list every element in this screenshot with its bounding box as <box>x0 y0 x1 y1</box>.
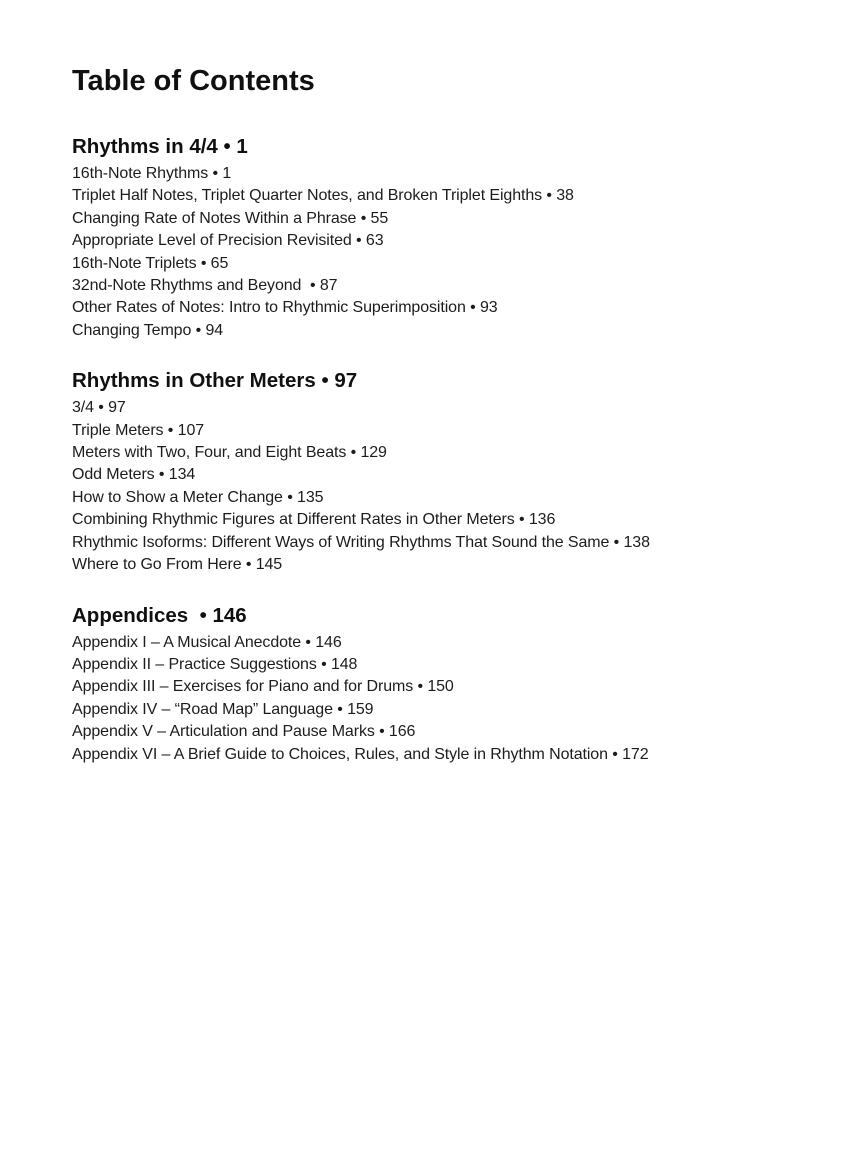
toc-entry: Rhythmic Isoforms: Different Ways of Writing Rhythms That Sound the Same • 138 <box>72 533 650 551</box>
toc-entry: 16th-Note Rhythms • 1 <box>72 165 232 182</box>
toc-entry: Other Rates of Notes: Intro to Rhythmic Superimposition • 93 <box>72 299 498 317</box>
page-title: Table of Contents <box>72 65 315 97</box>
section-appendices <box>72 603 792 766</box>
toc-entry: Combining Rhythmic Figures at Different Rates in Other Meters • 136 <box>72 511 556 529</box>
toc-entry: Appendix V – Articulation and Pause Marks • 166 <box>72 723 416 741</box>
toc-entry: Changing Rate of Notes Within a Phrase • 55 <box>72 209 389 227</box>
toc-entry: Appendix IV – “Road Map” Language • 159 <box>72 700 374 718</box>
toc-entry: Meters with Two, Four, and Eight Beats • 129 <box>72 444 387 462</box>
toc-entry: Where to Go From Here • 145 <box>72 556 283 574</box>
section-heading-rhythms-in-4-4: Rhythms in 4/4 • 1 <box>72 135 248 158</box>
toc-entry: How to Show a Meter Change • 135 <box>72 488 324 506</box>
toc-entry: 32nd-Note Rhythms and Beyond • 87 <box>72 277 338 295</box>
toc-entry: Changing Tempo • 94 <box>72 321 224 339</box>
toc-entry: Appendix II – Practice Suggestions • 148 <box>72 655 358 673</box>
toc-entry: Triplet Half Notes, Triplet Quarter Notes, and Broken Triplet Eighths • 38 <box>72 187 574 205</box>
toc-entry: Appendix III – Exercises for Piano and for Drums • 150 <box>72 678 454 696</box>
toc-items-appendices <box>72 632 792 766</box>
toc-entry: Appendix I – A Musical Anecdote • 146 <box>72 633 342 651</box>
toc-entry: 3/4 • 97 <box>72 399 126 417</box>
toc-entry: Odd Meters • 134 <box>72 466 196 484</box>
section-rhythms-in-4-4 <box>72 134 792 342</box>
toc-entry: Appropriate Level of Precision Revisited • 63 <box>72 232 384 250</box>
toc-items-rhythms-in-4-4 <box>72 163 792 342</box>
toc-entry: 16th-Note Triplets • 65 <box>72 254 229 272</box>
toc-items-rhythms-in-other-meters <box>72 397 792 576</box>
section-heading-rhythms-in-other-meters: Rhythms in Other Meters • 97 <box>72 369 358 393</box>
toc-entry: Triple Meters • 107 <box>72 421 205 439</box>
section-rhythms-in-other-meters <box>72 368 792 576</box>
toc-entry: Appendix VI – A Brief Guide to Choices, Rules, and Style in Rhythm Notation • 172 <box>72 745 649 763</box>
section-heading-appendices: Appendices • 146 <box>72 603 247 627</box>
